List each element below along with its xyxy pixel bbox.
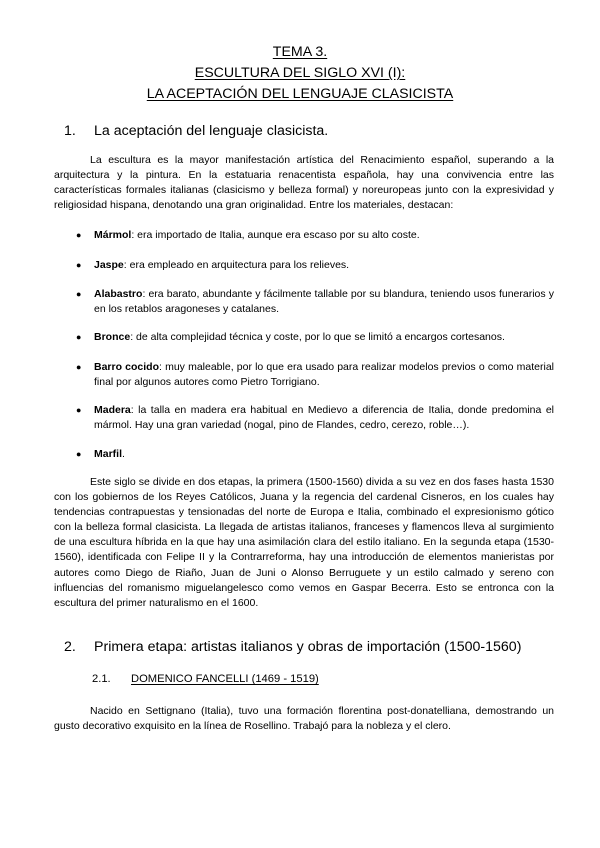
section-2-number: 2. [64, 639, 76, 655]
section-1-number: 1. [64, 123, 76, 139]
material-item-alabastro: Alabastro: era barato, abundante y fácilmente tallable por su blandura, teniendo usos funerarios y en los retablos aragoneses y catalanes. [94, 288, 554, 316]
section-1-intro: La escultura es la mayor manifestación artística del Renacimiento español, superando a la arquitectura y la pintura. En la estatuaria renacentista española, hay una convivencia entre las características formales italianas (clasicismo y belleza formal) y noreuropeas junto con la expresividad y religiosidad hispana, denotando una gran originalidad. Entre los materiales, destacan: [54, 154, 554, 212]
bullet-icon: ● [76, 332, 82, 342]
material-item-barro-cocido: Barro cocido: muy maleable, por lo que era usado para realizar modelos previos o como material final por algunos autores como Pietro Torrigiano. [94, 361, 554, 389]
bullet-icon: ● [76, 449, 82, 459]
section-2-title: Primera etapa: artistas italianos y obras de importación (1500-1560) [94, 639, 522, 655]
material-item-marfil: Marfil. [94, 448, 125, 460]
bullet-icon: ● [76, 405, 82, 415]
section-1-title: La aceptación del lenguaje clasicista. [94, 123, 329, 139]
document-title-line-2: ESCULTURA DEL SIGLO XVI (I): [194, 65, 406, 81]
bullet-icon: ● [76, 289, 82, 299]
subsection-2-1-text: Nacido en Settignano (Italia), tuvo una formación florentina post-donatelliana, demostrando un gusto decorativo exquisito en la línea de Rosellino. Trabajó para la nobleza y el clero. [54, 705, 554, 733]
material-item-marmol: Mármol: era importado de Italia, aunque era escaso por su alto coste. [94, 229, 420, 241]
subsection-2-1-number: 2.1. [92, 673, 111, 685]
document-title-line-1: TEMA 3. [272, 44, 328, 60]
subsection-2-1-title: DOMENICO FANCELLI (1469 - 1519) [131, 673, 319, 685]
document-title-line-3: LA ACEPTACIÓN DEL LENGUAJE CLASICISTA [146, 86, 454, 102]
material-item-bronce: Bronce: de alta complejidad técnica y coste, por lo que se limitó a encargos cortesanos. [94, 331, 505, 343]
bullet-icon: ● [76, 362, 82, 372]
bullet-icon: ● [76, 230, 82, 240]
material-item-jaspe: Jaspe: era empleado en arquitectura para los relieves. [94, 259, 350, 271]
material-item-madera: Madera: la talla en madera era habitual en Medievo a diferencia de Italia, donde predomina el mármol. Hay una gran variedad (nogal, pino de Flandes, cedro, cerezo, roble…). [94, 404, 554, 432]
section-1-closing: Este siglo se divide en dos etapas, la primera (1500-1560) divida a su vez en dos fases hasta 1530 con los gobiernos de los Reyes Católicos, Juana y la regencia del cardenal Cisneros, en los cuales hay tendencias contrapuestas y tensionadas del norte de Europa e Italia, combinado el expresionismo gótico con la belleza formal clasicista. La llegada de artistas italianos, franceses y flamencos lleva al surgimiento de una escultura híbrida en la que hay una asimilación clara del estilo italiano. En la segunda etapa (1530-1560), identificada con Felipe II y la Contrarreforma, hay una introducción de elementos manieristas por autores como Diego de Riaño, Juan de Juni o Alonso Berruguete y un estilo calmado y sereno con influencias del romanismo miguelangelesco como vemos en Gaspar Becerra. Esto se entronca con la escultura del primer naturalismo en el 1600. [54, 476, 554, 609]
bullet-icon: ● [76, 260, 82, 270]
